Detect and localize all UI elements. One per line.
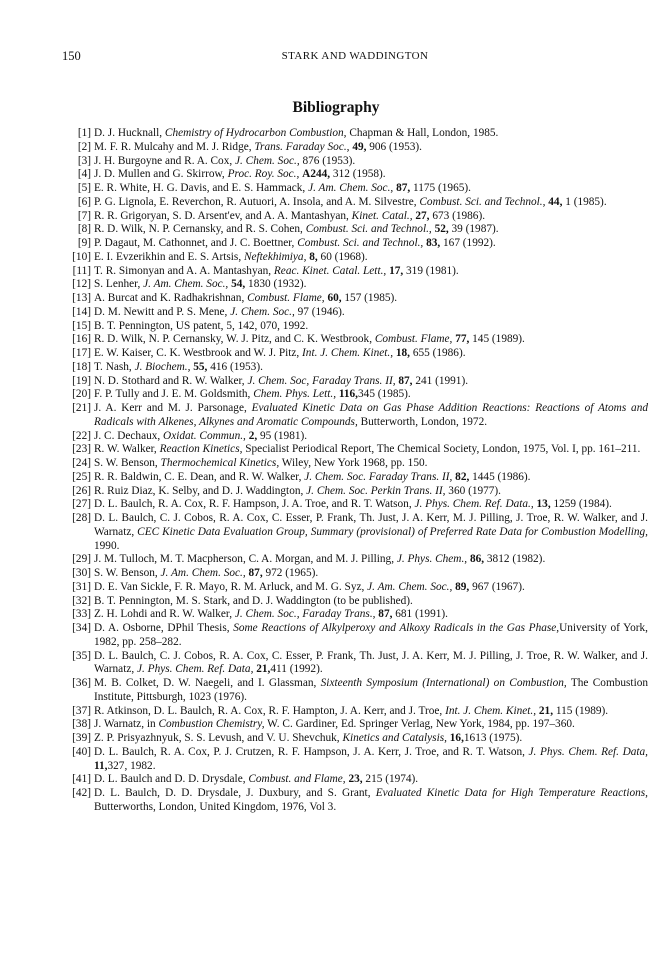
reference-pages: 345 (1985). (358, 388, 411, 401)
page-header (62, 49, 648, 65)
reference-entry (62, 650, 648, 678)
reference-title: J. Phys. Chem., (396, 553, 468, 566)
reference-authors: J. Warnatz, in (94, 718, 159, 731)
reference-authors: E. W. Kaiser, C. K. Westbrook and W. J. Pitz, (94, 347, 303, 359)
reference-details: 1990. (94, 539, 120, 552)
reference-number: [41] (72, 773, 91, 786)
reference-title: Chem. Phys. Lett., (253, 388, 337, 401)
reference-pages: 1175 (1965). (410, 182, 471, 194)
reference-title: Combustion Chemistry, (158, 718, 265, 731)
reference-title: Proc. Roy. Soc., (227, 168, 300, 181)
reference-number: [24] (72, 457, 91, 469)
reference-entry (62, 223, 648, 237)
reference-number: [12] (72, 278, 91, 291)
reference-entry (62, 746, 648, 774)
reference-title: J. Phys. Chem. Ref. Data, (528, 745, 648, 758)
reference-authors: B. T. Pennington, M. S. Stark, and D. J. Waddington (to be published). (94, 594, 413, 607)
reference-authors: N. D. Stothard and R. W. Walker, (94, 374, 248, 387)
reference-pages: 312 (1958). (330, 168, 386, 181)
reference-entry (62, 443, 648, 457)
reference-entry (62, 622, 648, 650)
reference-title: J. Chem. Soc. Faraday Trans. II, (304, 470, 453, 483)
reference-volume: 89, (455, 580, 470, 593)
reference-number: [19] (72, 374, 91, 387)
reference-pages: 1613 (1975). (463, 732, 523, 744)
reference-number: [34] (72, 622, 91, 634)
reference-number: [27] (72, 498, 91, 511)
reference-entry (62, 430, 648, 444)
reference-number: [2] (77, 140, 91, 153)
reference-volume: 17, (389, 264, 404, 277)
reference-title: Neftekhimiya, (243, 250, 307, 263)
reference-entry (62, 251, 648, 265)
reference-volume: 77, (455, 333, 470, 346)
reference-pages: 1445 (1986). (469, 470, 531, 483)
reference-entry (62, 237, 648, 251)
reference-number: [37] (72, 704, 91, 717)
reference-volume: 21, (256, 663, 271, 676)
reference-entry (62, 471, 648, 485)
reference-volume: 87, (398, 374, 413, 387)
reference-entry (62, 127, 648, 141)
reference-volume: 87, (378, 608, 393, 621)
reference-title: Reaction Kinetics, (159, 443, 243, 456)
reference-pages: 972 (1965). (262, 567, 319, 579)
reference-entry (62, 787, 648, 815)
reference-number: [38] (72, 718, 91, 731)
reference-entry (62, 608, 648, 622)
reference-entry (62, 388, 648, 402)
reference-title: Evaluated Kinetic Data on Gas Phase Addition Reactions: Reactions of Atoms and Radicals with Alkenes, Alkynes and Aromatic Compounds, (94, 402, 648, 428)
running-head: STARK AND WADDINGTON (281, 50, 429, 62)
reference-title: Combust. Sci. and Technol., (297, 237, 424, 249)
reference-volume: 82, (455, 470, 470, 483)
reference-authors: J. D. Mullen and G. Skirrow, (94, 168, 228, 181)
reference-volume: 60, (327, 292, 342, 304)
reference-authors: E. R. White, H. G. Davis, and E. S. Hammack, (94, 182, 309, 194)
reference-title: Reac. Kinet. Catal. Lett., (273, 264, 387, 277)
reference-number: [10] (72, 250, 91, 263)
reference-entry (62, 265, 648, 279)
reference-pages: 655 (1986). (410, 347, 466, 359)
reference-details: The Combustion Institute, Pittsburgh, 1023 (1976). (94, 677, 649, 703)
reference-volume: 116, (338, 388, 359, 401)
reference-pages: 327, 1982. (107, 759, 156, 772)
reference-pages: 673 (1986). (429, 209, 486, 222)
page-number: 150 (62, 49, 81, 63)
reference-title: Oxidat. Commun., (163, 429, 246, 442)
reference-number: [17] (72, 347, 91, 359)
reference-entry (62, 677, 648, 705)
reference-number: [23] (72, 443, 91, 456)
reference-title: J. Am. Chem. Soc., (367, 580, 453, 593)
reference-title: J. Am. Chem. Soc., (308, 182, 394, 194)
reference-entry (62, 210, 648, 224)
reference-authors: D. L. Baulch, R. A. Cox, R. F. Hampson, J. A. Troe, and R. T. Watson, (94, 498, 415, 511)
reference-pages: 1 (1985). (562, 195, 607, 208)
reference-entry (62, 292, 648, 306)
reference-details: 97 (1946). (294, 305, 345, 318)
reference-authors: D. L. Baulch, D. D. Drysdale, J. Duxbury, and S. Grant, (94, 787, 376, 799)
reference-title: Chemistry of Hydrocarbon Combustion, (164, 127, 347, 139)
reference-title: Some Reactions of Alkylperoxy and Alkoxy Radicals in the Gas Phase, (233, 622, 560, 634)
reference-number: [32] (72, 594, 91, 607)
reference-entry (62, 347, 648, 361)
reference-number: [15] (72, 319, 91, 332)
reference-pages: 145 (1989). (469, 333, 525, 346)
reference-entry (62, 567, 648, 581)
reference-entry (62, 168, 648, 182)
reference-number: [1] (77, 127, 91, 139)
reference-title: J. Phys. Chem. Ref. Data, (137, 663, 254, 676)
reference-entry (62, 196, 648, 210)
reference-entry (62, 402, 648, 430)
reference-pages: 215 (1974). (362, 773, 419, 786)
reference-title: J. Chem. Soc. Perkin Trans. II, (306, 484, 446, 497)
reference-volume: 8, (309, 250, 318, 263)
reference-entry (62, 457, 648, 471)
reference-volume: 11, (94, 759, 108, 772)
reference-authors: A. Burcat and K. Radhakrishnan, (94, 292, 248, 304)
reference-pages: 3812 (1982). (484, 553, 546, 566)
reference-number: [3] (77, 154, 91, 167)
reference-title: J. Chem. Soc., (230, 305, 295, 318)
reference-details: University of York, 1982, pp. 258–282. (94, 622, 649, 648)
reference-title: Evaluated Kinetic Data for High Temperature Reactions, (375, 787, 648, 799)
reference-authors: D. J. Hucknall, (94, 127, 165, 139)
reference-number: [28] (72, 512, 91, 524)
reference-number: [35] (72, 649, 91, 662)
reference-pages: 95 (1981). (257, 429, 308, 442)
reference-pages: 241 (1991). (412, 374, 469, 387)
reference-authors: R. D. Wilk, N. P. Cernansky, W. J. Pitz, and C. K. Westbrook, (94, 333, 375, 346)
reference-number: [22] (72, 429, 91, 442)
bibliography-list (62, 127, 648, 815)
reference-pages: 681 (1991). (392, 608, 448, 621)
reference-authors: S. W. Benson, (94, 457, 161, 469)
reference-entry (62, 306, 648, 320)
reference-entry (62, 155, 648, 169)
reference-volume: 52, (434, 223, 449, 236)
reference-authors: J. H. Burgoyne and R. A. Cox, (94, 154, 236, 167)
reference-authors: M. B. Colket, D. W. Naegeli, and I. Glassman, (94, 677, 321, 689)
reference-volume: 55, (193, 360, 208, 373)
reference-authors: R. Ruiz Diaz, K. Selby, and D. J. Waddington, (94, 484, 307, 497)
section-title: Bibliography (292, 99, 380, 116)
reference-details: 876 (1953). (299, 154, 356, 167)
reference-authors: D. L. Baulch, C. J. Cobos, R. A. Cox, C. Esser, P. Frank, Th. Just, J. A. Kerr, M. J. Pilling, J. Troe, R. W. Walker, and J. Warnatz, (94, 649, 648, 676)
reference-authors: E. I. Evzerikhin and E. S. Artsis, (94, 250, 244, 263)
reference-pages: 157 (1985). (341, 292, 398, 304)
reference-details: W. C. Gardiner, Ed. Springer Verlag, New York, 1984, pp. 197–360. (264, 718, 575, 731)
reference-number: [31] (72, 580, 91, 593)
reference-number: [16] (72, 333, 91, 346)
reference-title: Combust. and Flame, (248, 773, 346, 786)
reference-number: [25] (72, 470, 91, 483)
reference-number: [5] (77, 182, 91, 194)
reference-title: J. Chem. Soc, Faraday Trans. II, (247, 374, 396, 387)
reference-number: [39] (72, 732, 91, 744)
reference-number: [29] (72, 553, 91, 566)
reference-entry (62, 375, 648, 389)
reference-title: Int. J. Chem. Kinet., (302, 347, 394, 359)
reference-title: J. Phys. Chem. Ref. Data., (414, 498, 534, 511)
reference-authors: R. Atkinson, D. L. Baulch, R. A. Cox, R. F. Hampton, J. A. Kerr, and J. Troe, (94, 704, 446, 717)
reference-title: Combust. Sci. and Technol., (419, 195, 546, 208)
reference-title: Combust. Flame, (247, 292, 325, 304)
reference-number: [6] (77, 195, 91, 208)
reference-entry (62, 278, 648, 292)
reference-details: Butterworth, London, 1972. (357, 415, 488, 428)
reference-number: [4] (77, 168, 91, 181)
reference-pages: 1830 (1932). (245, 278, 307, 291)
reference-authors: J. A. Kerr and M. J. Parsonage, (94, 402, 252, 414)
reference-title: Sixteenth Symposium (International) on Combustion, (320, 677, 567, 689)
reference-entry (62, 595, 648, 609)
reference-entry (62, 498, 648, 512)
reference-volume: 13, (536, 498, 551, 511)
reference-title: J. Am. Chem. Soc., (160, 567, 246, 579)
reference-title: J. Am. Chem. Soc., (143, 278, 229, 291)
reference-number: [7] (77, 209, 91, 222)
reference-pages: 60 (1968). (317, 250, 368, 263)
reference-entry (62, 485, 648, 499)
reference-entry (62, 718, 648, 732)
reference-title: J. Chem. Soc., Faraday Trans., (234, 608, 376, 621)
reference-authors: M. F. R. Mulcahy and M. J. Ridge, (94, 140, 255, 153)
reference-entry (62, 705, 648, 719)
reference-authors: S. Lenher, (94, 278, 144, 291)
reference-authors: R. D. Wilk, N. P. Cernansky, and R. S. Cohen, (94, 223, 306, 236)
reference-volume: 16, (449, 732, 464, 744)
reference-title: Kinetics and Catalysis, (342, 732, 447, 744)
reference-authors: P. G. Lignola, E. Reverchon, R. Autuori, A. Insola, and A. M. Silvestre, (94, 195, 420, 208)
reference-volume: 2, (248, 429, 258, 442)
reference-authors: J. M. Tulloch, M. T. Macpherson, C. A. Morgan, and M. J. Pilling, (94, 553, 397, 566)
reference-title: Kinet. Catal., (351, 209, 413, 222)
reference-number: [40] (72, 745, 91, 758)
reference-authors: D. L. Baulch, C. J. Cobos, R. A. Cox, C. Esser, P. Frank, Th. Just, J. A. Kerr, M. J. Pilling, J. Troe, R. W. Walker, and J. Warnatz, (94, 512, 648, 538)
reference-details: 360 (1977). (445, 484, 502, 497)
reference-authors: D. L. Baulch and D. D. Drysdale, (94, 773, 249, 786)
reference-title: Combust. Sci. and Technol., (305, 223, 432, 236)
reference-pages: 906 (1953). (366, 140, 422, 153)
reference-entry (62, 320, 648, 334)
reference-title: Int. J. Chem. Kinet., (445, 704, 537, 717)
reference-number: [33] (72, 608, 91, 621)
reference-entry (62, 732, 648, 746)
reference-pages: 115 (1989). (553, 704, 609, 717)
reference-volume: 44, (548, 195, 563, 208)
reference-entry (62, 333, 648, 347)
reference-volume: 49, (352, 140, 367, 153)
reference-number: [13] (72, 292, 91, 304)
reference-volume: 21, (538, 704, 554, 717)
reference-details: Chapman & Hall, London, 1985. (346, 127, 499, 139)
reference-authors: T. Nash, (94, 360, 135, 373)
reference-entry (62, 553, 648, 567)
reference-authors: F. P. Tully and J. E. M. Goldsmith, (94, 388, 254, 401)
reference-number: [20] (72, 388, 91, 401)
reference-entry (62, 773, 648, 787)
reference-number: [30] (72, 567, 91, 579)
reference-number: [11] (72, 264, 91, 277)
reference-details: Specialist Periodical Report, The Chemical Society, London, 1975, Vol. I, pp. 161–211. (242, 443, 641, 456)
reference-number: [8] (77, 223, 91, 236)
reference-title: Combust. Flame, (374, 333, 453, 346)
reference-number: [26] (72, 484, 91, 497)
reference-title: CEC Kinetic Data Evaluation Group, Summary (provisional) of Preferred Rate Data for Combustion Modelling, (137, 525, 648, 538)
reference-volume: 18, (395, 347, 410, 359)
reference-volume: 87, (396, 182, 411, 194)
reference-title: Trans. Faraday Soc., (254, 140, 350, 153)
reference-authors: Z. P. Prisyazhnyuk, S. S. Levush, and V. U. Shevchuk, (94, 732, 343, 744)
reference-number: [42] (72, 787, 91, 799)
reference-pages: 411 (1992). (270, 663, 323, 676)
reference-title: Thermochemical Kinetics, (160, 457, 280, 469)
reference-authors: Z. H. Lohdi and R. W. Walker, (94, 608, 235, 621)
reference-authors: R. R. Grigoryan, S. D. Arsent'ev, and A. A. Mantashyan, (94, 209, 352, 222)
reference-title: J. Chem. Soc., (235, 154, 300, 167)
reference-title: J. Biochem., (134, 360, 191, 373)
reference-authors: D. E. Van Sickle, F. R. Mayo, R. M. Arluck, and M. G. Syz, (94, 580, 368, 593)
reference-pages: 319 (1981). (403, 264, 459, 277)
reference-authors: R. R. Baldwin, C. E. Dean, and R. W. Walker, (94, 470, 305, 483)
reference-number: [9] (77, 237, 91, 249)
reference-volume: A244, (302, 168, 331, 181)
reference-authors: P. Dagaut, M. Cathonnet, and J. C. Boettner, (94, 237, 298, 249)
reference-volume: 27, (415, 209, 430, 222)
reference-pages: 39 (1987). (448, 223, 499, 236)
reference-authors: R. W. Walker, (94, 443, 160, 456)
reference-number: [21] (72, 402, 91, 414)
reference-entry (62, 581, 648, 595)
reference-entry (62, 512, 648, 553)
reference-number: [18] (72, 360, 91, 373)
reference-authors: D. A. Osborne, DPhil Thesis, (94, 622, 234, 634)
reference-authors: D. L. Baulch, R. A. Cox, P. J. Crutzen, R. F. Hampson, J. A. Kerr, J. Troe, and R. T. Watson, (94, 745, 529, 758)
reference-pages: 1259 (1984). (550, 498, 612, 511)
reference-number: [36] (72, 677, 91, 689)
reference-authors: J. C. Dechaux, (94, 429, 164, 442)
reference-entry (62, 141, 648, 155)
reference-number: [14] (72, 305, 91, 318)
reference-authors: T. R. Simonyan and A. A. Mantashyan, (94, 264, 274, 277)
reference-volume: 87, (248, 567, 263, 579)
reference-authors: B. T. Pennington, US patent, 5, 142, 070, 1992. (94, 319, 309, 332)
reference-volume: 86, (469, 553, 485, 566)
reference-pages: 416 (1953). (207, 360, 263, 373)
reference-entry (62, 182, 648, 196)
reference-volume: 83, (426, 237, 441, 249)
reference-entry (62, 361, 648, 375)
reference-volume: 54, (231, 278, 246, 291)
reference-authors: S. W. Benson, (94, 567, 161, 579)
reference-volume: 23, (348, 773, 363, 786)
reference-details: Butterworths, London, United Kingdom, 1976, Vol 3. (94, 800, 337, 813)
reference-pages: 967 (1967). (469, 580, 525, 593)
reference-authors: D. M. Newitt and P. S. Mene, (94, 305, 231, 318)
reference-pages: 167 (1992). (440, 237, 496, 249)
reference-details: Wiley, New York 1968, pp. 150. (279, 457, 428, 469)
